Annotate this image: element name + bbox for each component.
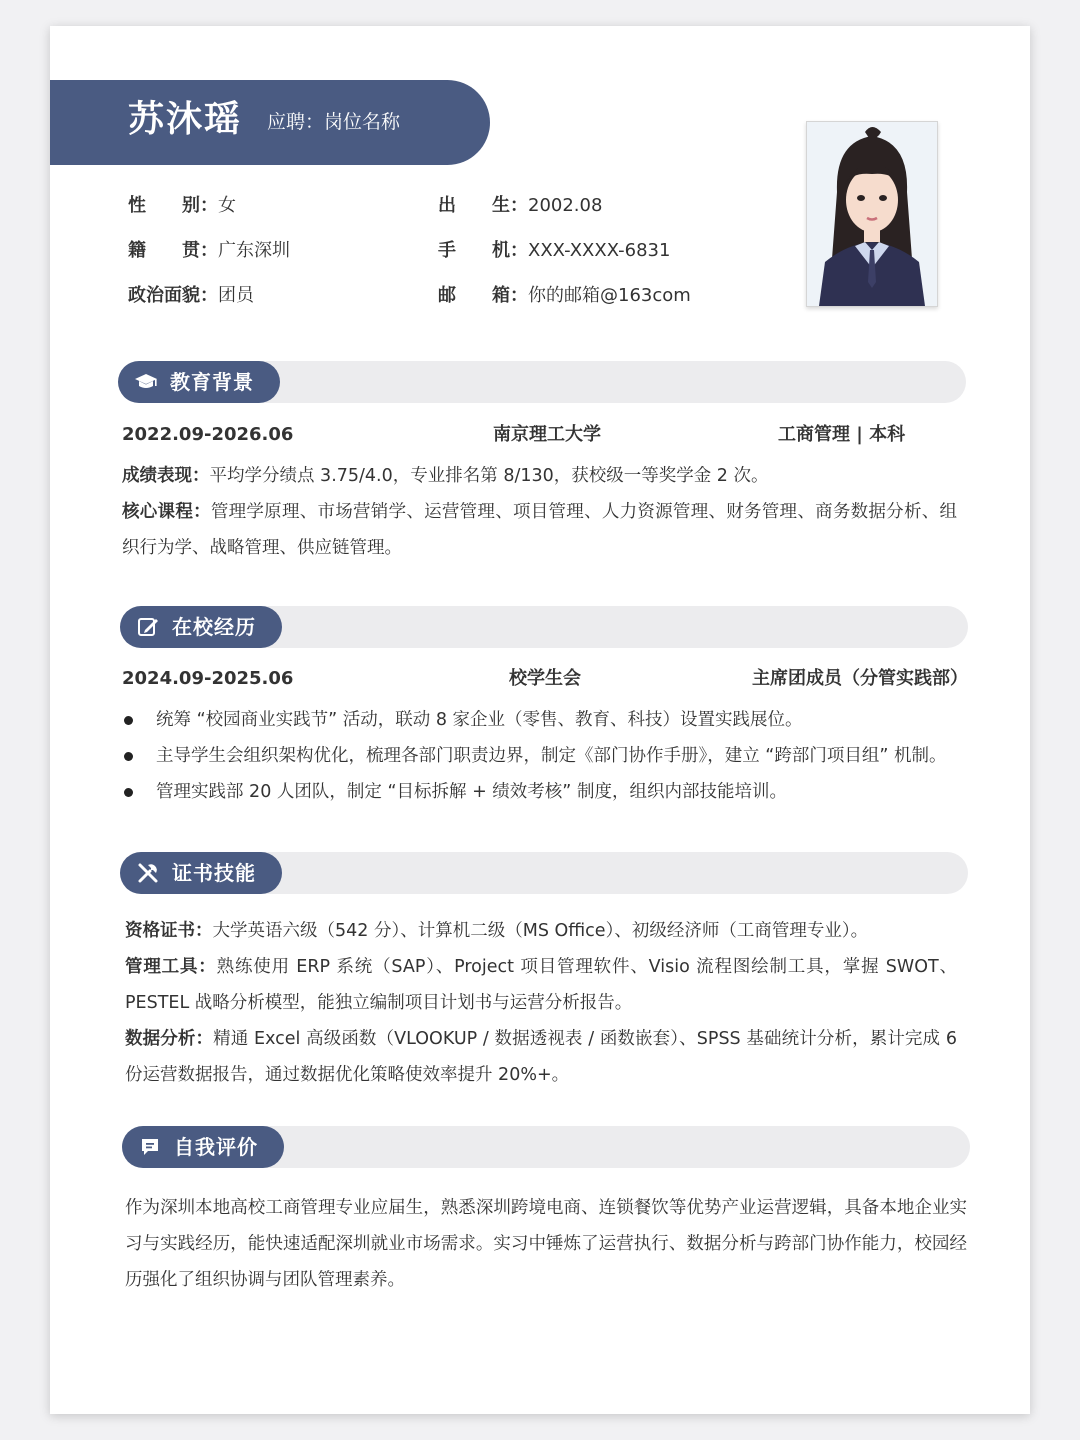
education-score-label: 成绩表现： [122, 466, 210, 486]
campus-list [122, 702, 982, 810]
skills-data [125, 1021, 957, 1093]
comment-icon [138, 1135, 162, 1159]
section-skills-title: 证书技能 [172, 861, 256, 885]
self-evaluation-text: 作为深圳本地高校工商管理专业应届生，熟悉深圳跨境电商、连锁餐饮等优势产业运营逻辑，具备本地企业实习与实践经历，能快速适配深圳就业市场需求。实习中锤炼了运营执行、数据分析与跨部门协作能力，校园经历强化了组织协调与团队管理素养。 [125, 1198, 967, 1290]
section-skills-pill [120, 852, 282, 894]
info-email-value: 你的邮箱@163com [528, 285, 691, 306]
name-banner [50, 80, 490, 165]
info-politics [128, 283, 254, 309]
info-email [438, 283, 691, 309]
info-birth-label: 出 生： [438, 195, 528, 216]
info-birth [438, 193, 602, 219]
info-native [128, 238, 290, 264]
graduation-cap-icon [134, 370, 158, 394]
education-period: 2022.09-2026.06 [122, 424, 294, 445]
info-gender [128, 193, 236, 219]
skills-cert-text: 大学英语六级（542 分）、计算机二级（MS Office）、初级经济师（工商管理专业）。 [212, 921, 869, 941]
education-school: 南京理工大学 [493, 424, 601, 445]
education-major: 工商管理 | 本科 [778, 424, 906, 445]
tools-icon [136, 861, 160, 885]
info-politics-label: 政治面貌： [128, 285, 218, 306]
section-education-header [118, 361, 966, 403]
education-courses-label: 核心课程： [122, 502, 211, 522]
skills-tools [125, 949, 957, 1021]
section-campus-title: 在校经历 [172, 615, 256, 639]
info-politics-value: 团员 [218, 285, 254, 306]
list-item: 管理实践部 20 人团队，制定 “目标拆解 + 绩效考核” 制度，组织内部技能培训。 [122, 774, 982, 810]
candidate-name: 苏沐瑶 [128, 99, 243, 140]
skills-tools-text: 熟练使用 ERP 系统（SAP）、Project 项目管理软件、Visio 流程图绘制工具，掌握 SWOT、PESTEL 战略分析模型，能独立编制项目计划书与运营分析报告。 [125, 957, 957, 1013]
skills-tools-label: 管理工具： [125, 957, 217, 977]
section-self-pill [122, 1126, 284, 1168]
info-phone [438, 238, 670, 264]
section-education-title: 教育背景 [170, 370, 254, 394]
campus-role: 主席团成员（分管实践部） [752, 668, 968, 689]
education-courses-text: 管理学原理、市场营销学、运营管理、项目管理、人力资源管理、财务管理、商务数据分析、组织行为学、战略管理、供应链管理。 [122, 502, 957, 558]
info-native-value: 广东深圳 [218, 240, 290, 261]
section-campus-pill [120, 606, 282, 648]
edit-note-icon [136, 615, 160, 639]
info-birth-value: 2002.08 [528, 195, 603, 216]
info-native-label: 籍 贯： [128, 240, 218, 261]
skills-data-label: 数据分析： [125, 1029, 214, 1049]
skills-data-text: 精通 Excel 高级函数（VLOOKUP / 数据透视表 / 函数嵌套）、SPSS 基础统计分析，累计完成 6 份运营数据报告，通过数据优化策略使效率提升 20%+。 [125, 1029, 957, 1085]
section-skills-header [120, 852, 968, 894]
education-score [122, 458, 962, 494]
list-item: 主导学生会组织架构优化，梳理各部门职责边界，制定《部门协作手册》，建立 “跨部门项目组” 机制。 [122, 738, 982, 774]
skills-cert-label: 资格证书： [125, 921, 213, 941]
info-gender-label: 性 别： [128, 195, 218, 216]
section-education-pill [118, 361, 280, 403]
section-self-title: 自我评价 [174, 1135, 258, 1159]
education-score-text: 平均学分绩点 3.75/4.0，专业排名第 8/130，获校级一等奖学金 2 次。 [209, 466, 769, 486]
campus-org: 校学生会 [509, 668, 581, 689]
education-courses [122, 494, 957, 566]
info-phone-value: XXX-XXXX-6831 [528, 240, 671, 261]
info-gender-value: 女 [218, 195, 236, 216]
list-item: 统筹 “校园商业实践节” 活动，联动 8 家企业（零售、教育、科技）设置实践展位。 [122, 702, 982, 738]
campus-period: 2024.09-2025.06 [122, 668, 294, 689]
info-phone-label: 手 机： [438, 240, 528, 261]
job-title: 应聘：岗位名称 [267, 111, 401, 133]
section-self-header [122, 1126, 970, 1168]
resume-page [50, 26, 1030, 1414]
section-campus-header [120, 606, 968, 648]
info-email-label: 邮 箱： [438, 285, 528, 306]
profile-photo [806, 121, 938, 307]
skills-cert [125, 913, 957, 949]
